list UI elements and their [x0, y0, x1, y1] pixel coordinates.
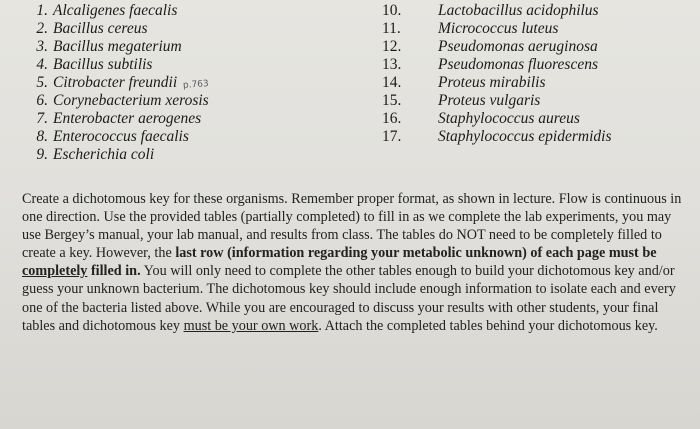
organism-name: Alcaligenes faecalis: [53, 2, 178, 19]
organism-list-right: [438, 2, 688, 146]
list-item: [24, 74, 284, 92]
instruction-text: Create a dichotomous key for these organisms. Remember proper format, as shown in lecture. Flow is continuous in one direction. Use the provided tables (partially completed) to fill in as we complete the lab experiments, you may use Bergey’s manual, your lab manual, and results from class. The tables do NOT need to be completely filled to create a key. However, the: [22, 191, 682, 262]
list-item: [24, 128, 284, 146]
organism-name: Bacillus cereus: [53, 20, 148, 37]
organism-name: Bacillus megaterium: [53, 38, 182, 55]
list-item: [382, 128, 432, 146]
list-item: [24, 92, 284, 110]
item-number: 15.: [382, 92, 402, 109]
organism-numbers-right: [382, 2, 432, 146]
organism-name: Staphylococcus epidermidis: [438, 128, 612, 145]
item-number: 10.: [382, 2, 402, 19]
organism-name: Corynebacterium xerosis: [53, 92, 209, 109]
organism-list-left: [24, 2, 284, 164]
list-item: [438, 128, 688, 146]
item-number: 1.: [36, 2, 48, 19]
organism-name: Bacillus subtilis: [53, 56, 153, 73]
handwritten-note: p.763: [182, 79, 210, 91]
instruction-bold-underline-text: completely: [22, 263, 88, 280]
organism-name: Enterobacter aerogenes: [53, 110, 202, 127]
instruction-text-2: You will only need to complete the other tables enough to build your dichotomous key and/or guess your unknown bacterium. The dichotomous key should include enough information to isolate each and every one of the bacteria listed above. While you are encouraged to discuss your results with other students, your final tables and dichotomous key: [22, 263, 676, 334]
list-item: [382, 92, 432, 110]
organism-name: Pseudomonas aeruginosa: [438, 38, 598, 55]
item-number: 6.: [36, 92, 48, 109]
organism-name: Citrobacter freundii: [53, 74, 178, 91]
organism-name: Proteus vulgaris: [438, 92, 541, 109]
instruction-underline-text: must be your own work: [183, 317, 319, 334]
list-item: [438, 56, 688, 74]
instruction-text-3: . Attach the completed tables behind your dichotomous key.: [318, 317, 658, 334]
item-number: 3.: [36, 38, 48, 55]
list-item: [382, 20, 432, 38]
list-item: [382, 38, 432, 56]
item-number: 16.: [382, 110, 402, 127]
list-item: [438, 110, 688, 128]
list-item: [438, 20, 688, 38]
instruction-bold-text: last row (information regarding your metabolic unknown) of each page must be: [175, 245, 657, 262]
list-item: [24, 20, 284, 38]
instructions-paragraph: [22, 190, 682, 335]
list-item: [382, 110, 432, 128]
organism-name: Staphylococcus aureus: [438, 110, 580, 127]
organism-name: Pseudomonas fluorescens: [438, 56, 599, 73]
item-number: 12.: [382, 38, 402, 55]
item-number: 8.: [36, 128, 48, 145]
item-number: 7.: [36, 110, 48, 127]
organism-name: Escherichia coli: [53, 146, 155, 163]
list-item: [382, 56, 432, 74]
list-item: [438, 38, 688, 56]
item-number: 2.: [36, 20, 48, 37]
list-item: [24, 38, 284, 56]
list-item: [24, 146, 284, 164]
instruction-bold-text-2: filled in.: [87, 263, 141, 280]
item-number: 11.: [382, 20, 401, 37]
organism-name: Proteus mirabilis: [438, 74, 546, 91]
item-number: 9.: [36, 146, 48, 163]
list-item: [24, 110, 284, 128]
list-item: [24, 56, 284, 74]
list-item: [24, 2, 284, 20]
list-item: [438, 92, 688, 110]
item-number: 5.: [36, 74, 48, 91]
list-item: [382, 74, 432, 92]
item-number: 13.: [382, 56, 402, 73]
item-number: 4.: [36, 56, 48, 73]
organism-name: Enterococcus faecalis: [53, 128, 189, 145]
organism-name: Micrococcus luteus: [438, 20, 559, 37]
organism-name: Lactobacillus acidophilus: [438, 2, 599, 19]
list-item: [438, 2, 688, 20]
list-item: [438, 74, 688, 92]
item-number: 17.: [382, 128, 402, 145]
list-item: [382, 2, 432, 20]
item-number: 14.: [382, 74, 402, 91]
